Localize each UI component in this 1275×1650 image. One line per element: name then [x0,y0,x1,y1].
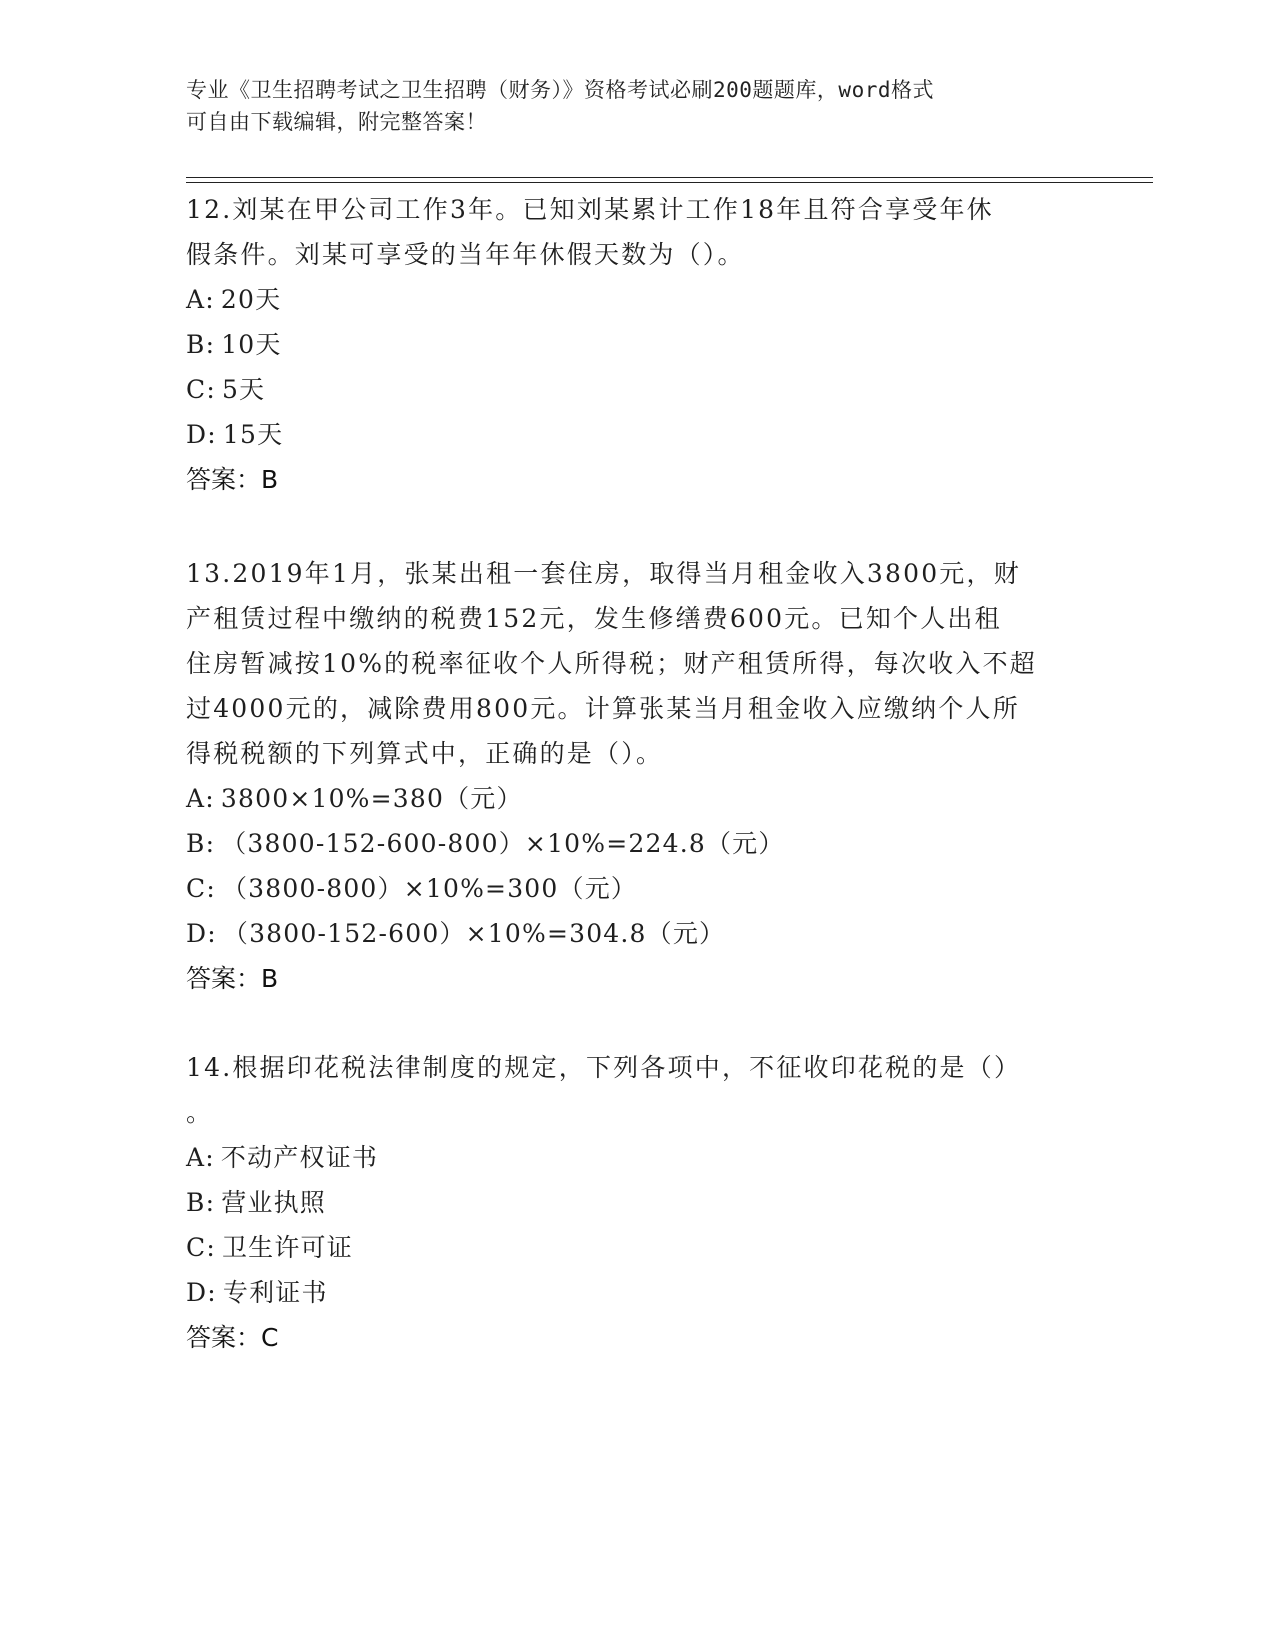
answer-line: 答案：C [186,1323,279,1352]
header-line-2: 可自由下载编辑，附完整答案！ [186,110,487,134]
option-text: 10天 [221,330,282,359]
option-text: 15天 [222,420,284,449]
option-b [186,821,1066,866]
question-12 [186,187,1066,502]
question-stem-line: 14.根据印花税法律制度的规定，下列各项中，不征收印花税的是（） [186,1053,1022,1082]
answer-line: 答案：B [186,964,279,993]
option-a [186,1135,1066,1180]
option-text: 不动产权证书 [220,1143,379,1172]
option-text: 20天 [220,285,282,314]
question-14 [186,1045,1066,1360]
question-stem-line: 12.刘某在甲公司工作3年。已知刘某累计工作18年且符合享受年休 [186,195,994,224]
question-stem-line: 过4000元的，减除费用800元。计算张某当月租金收入应缴纳个人所 [186,694,1020,723]
option-text: 卫生许可证 [221,1233,353,1262]
option-a [186,277,1066,322]
question-13 [186,551,1066,1001]
option-key: C: [186,1233,216,1262]
document-header [186,74,1066,138]
option-key: A: [186,285,215,314]
option-a [186,776,1066,821]
option-c [186,1225,1066,1270]
option-d [186,1270,1066,1315]
question-stem-line: 13.2019年1月，张某出租一套住房，取得当月租金收入3800元，财 [186,559,1021,588]
question-stem-line: 。 [186,1098,214,1127]
option-key: A: [186,784,215,813]
option-key: C: [186,375,216,404]
answer-line: 答案：B [186,465,279,494]
option-key: C: [186,874,216,903]
header-line-1: 专业《卫生招聘考试之卫生招聘（财务）》资格考试必刷200题题库，word格式 [186,78,934,102]
option-b [186,322,1066,367]
option-key: D: [186,919,217,948]
option-text: 营业执照 [221,1188,327,1217]
option-text: 3800×10%=380（元） [220,784,523,813]
option-text: （3800-152-600）×10%=304.8（元） [222,919,726,948]
option-b [186,1180,1066,1225]
option-text: 专利证书 [222,1278,328,1307]
option-text: 5天 [221,375,266,404]
option-key: D: [186,1278,217,1307]
option-text: （3800-152-600-800）×10%=224.8（元） [221,829,785,858]
option-key: D: [186,420,217,449]
question-stem-line: 得税税额的下列算式中，正确的是（）。 [186,739,664,768]
option-text: （3800-800）×10%=300（元） [221,874,638,903]
option-c [186,866,1066,911]
option-key: B: [186,330,216,359]
header-divider-top [186,177,1153,178]
option-key: B: [186,829,216,858]
header-divider-bottom [186,182,1153,183]
option-c [186,367,1066,412]
option-key: A: [186,1143,215,1172]
option-d [186,412,1066,457]
question-stem-line: 假条件。刘某可享受的当年年休假天数为（）。 [186,240,745,269]
question-stem-line: 产租赁过程中缴纳的税费152元，发生修缮费600元。已知个人出租 [186,604,1002,633]
question-stem-line: 住房暂减按10%的税率征收个人所得税；财产租赁所得，每次收入不超 [186,649,1037,678]
option-key: B: [186,1188,216,1217]
option-d [186,911,1066,956]
